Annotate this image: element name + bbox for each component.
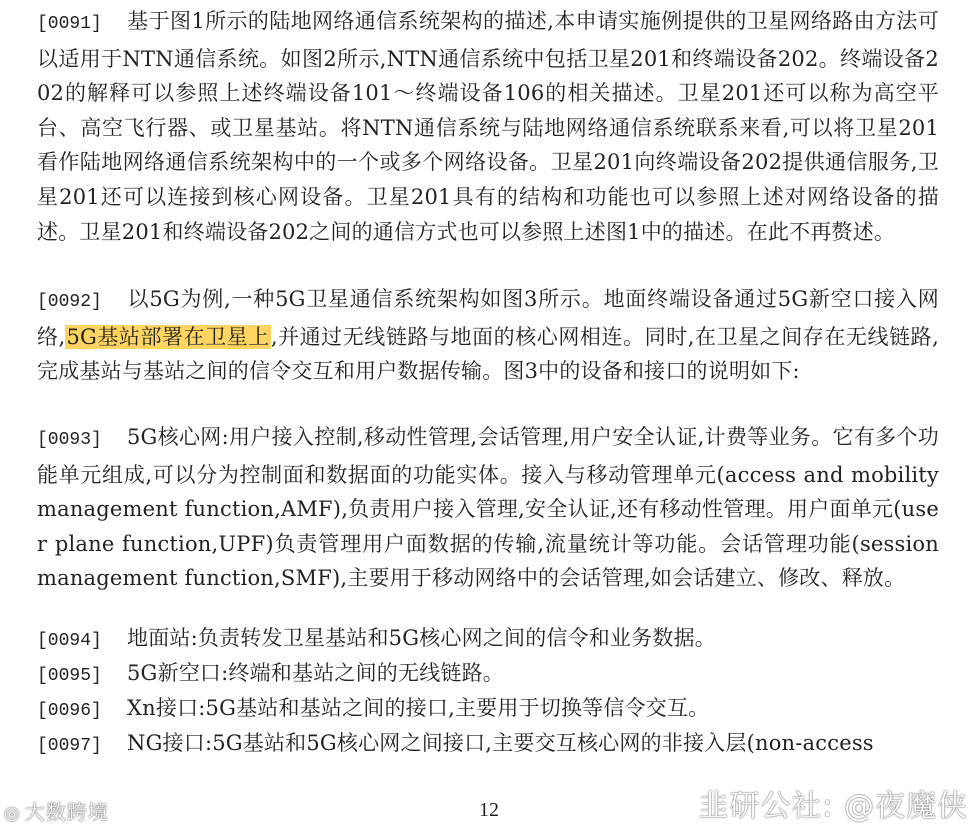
paragraph-text: 地面站:负责转发卫星基站和5G核心网之间的信令和业务数据。 [127, 626, 717, 650]
watermark-left-text: 大数跨境 [24, 800, 109, 824]
paragraph-number: [0097] [37, 736, 102, 756]
paragraph-number: [0091] [37, 14, 102, 34]
paragraph-0095 [37, 656, 939, 694]
paragraph-text-after: ,并通过无线链路与地面的核心网相连。同时,在卫星之间存在无线链路,完成基站与基站之间的信令交互和用户数据传输。图3中的设备和接口的说明如下: [37, 324, 939, 384]
paragraph-number: [0092] [37, 292, 102, 312]
paragraph-text: 5G新空口:终端和基站之间的无线链路。 [127, 661, 505, 685]
paragraph-text: Xn接口:5G基站和基站之间的接口,主要用于切换等信令交互。 [127, 696, 710, 720]
paragraph-0097 [37, 726, 939, 764]
paragraph-number: [0093] [37, 430, 102, 450]
paragraph-text: 5G核心网:用户接入控制,移动性管理,会话管理,用户安全认证,计费等业务。它有多个功能单元组成,可以分为控制面和数据面的功能实体。接入与移动管理单元(access and mobility management function,AMF),负责用户接入管理,安全认证,还有移动性管理。用户面单元(user plane function,UPF)负责管理用户面数据的传输,流量统计等功能。会话管理功能(session management function,SMF),主要用于移动网络中的会话管理,如会话建立、修改、释放。 [37, 425, 939, 591]
paragraph-text: 基于图1所示的陆地网络通信系统架构的描述,本申请实施例提供的卫星网络路由方法可以适用于NTN通信系统。如图2所示,NTN通信系统中包括卫星201和终端设备202。终端设备202的解释可以参照上述终端设备101～终端设备106的相关描述。卫星201还可以称为高空平台、高空飞行器、或卫星基站。将NTN通信系统与陆地网络通信系统联系来看,可以将卫星201看作陆地网络通信系统架构中的一个或多个网络设备。卫星201向终端设备202提供通信服务,卫星201还可以连接到核心网设备。卫星201具有的结构和功能也可以参照上述对网络设备的描述。卫星201和终端设备202之间的通信方式也可以参照上述图1中的描述。在此不再赘述。 [37, 9, 939, 244]
paragraph-0091 [37, 4, 939, 249]
paragraph-text: NG接口:5G基站和5G核心网之间接口,主要交互核心网的非接入层(non-access [127, 731, 874, 755]
paragraph-0092 [37, 282, 939, 389]
paragraph-0093 [37, 420, 939, 596]
paragraph-number: [0095] [37, 666, 102, 686]
paragraph-number: [0096] [37, 701, 102, 721]
paragraph-0094 [37, 621, 939, 659]
paragraph-text-before: 以5G为例,一种5G卫星通信系统架构如图3所示。地面终端设备通过5G新空口接入网络, [37, 287, 939, 349]
paragraph-number: [0094] [37, 631, 102, 651]
highlighted-text: 5G基站部署在卫星上 [66, 324, 270, 349]
watermark-left [4, 796, 109, 825]
watermark-logo-icon: ◎ [4, 803, 21, 824]
page-number: 12 [479, 799, 499, 821]
paragraph-0096 [37, 691, 939, 729]
watermark-right: 韭研公社: @夜魔侠 [698, 789, 968, 824]
